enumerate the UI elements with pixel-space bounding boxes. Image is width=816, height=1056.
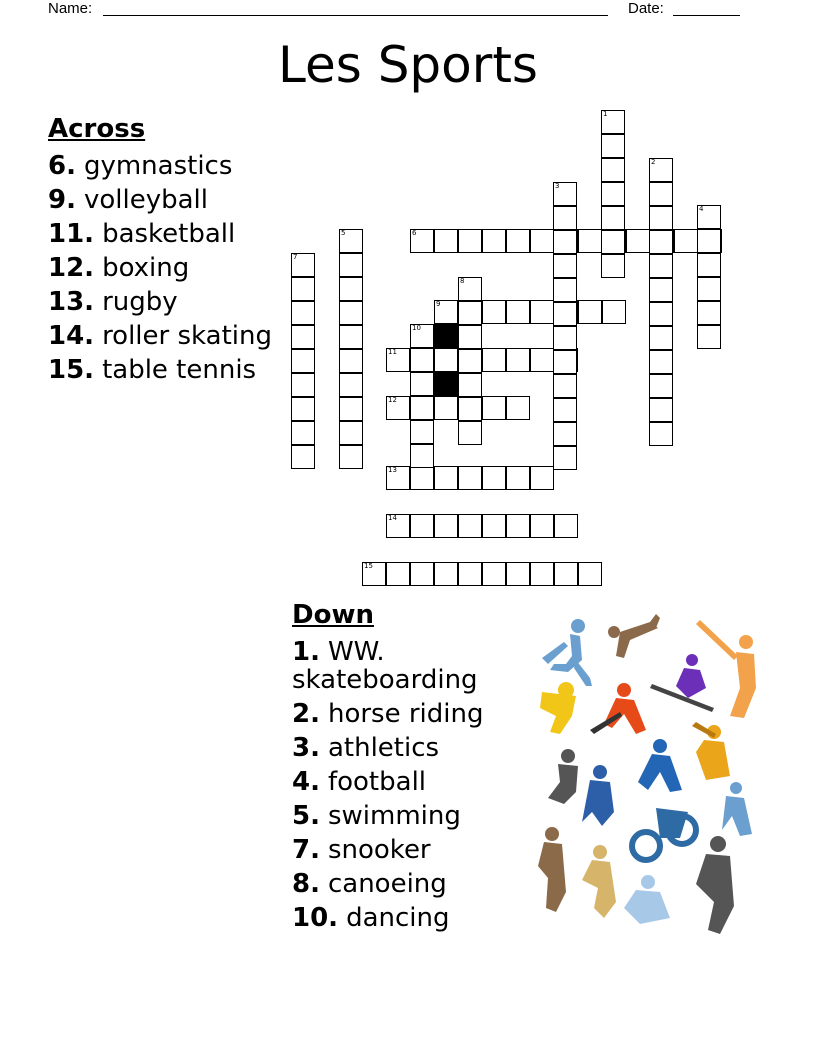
grid-cell[interactable] <box>291 277 315 301</box>
cell-number: 5 <box>341 229 346 237</box>
clue-number: 15. <box>48 355 95 385</box>
grid-cell[interactable] <box>649 398 673 422</box>
cell-number: 3 <box>555 182 560 190</box>
across-heading: Across <box>48 114 146 144</box>
grid-block <box>434 324 458 348</box>
grid-cell[interactable] <box>601 254 625 278</box>
grid-cell[interactable] <box>697 253 721 277</box>
grid-cell[interactable] <box>386 466 410 490</box>
hammer-thrower-silhouette-icon <box>696 620 756 718</box>
clue-text: football <box>327 767 427 797</box>
grid-cell[interactable] <box>578 300 602 324</box>
clue-number: 2. <box>292 699 320 729</box>
grid-cell[interactable] <box>601 230 625 254</box>
grid-cell[interactable] <box>530 229 554 253</box>
clue-number: 12. <box>48 253 95 283</box>
clue-number: 6. <box>48 151 76 181</box>
date-label: Date: <box>628 0 664 17</box>
grid-cell[interactable] <box>530 300 554 324</box>
grid-cell[interactable] <box>339 349 363 373</box>
grid-cell[interactable] <box>458 373 482 397</box>
clue-text: boxing <box>102 253 190 283</box>
grid-cell[interactable] <box>339 277 363 301</box>
grid-cell[interactable] <box>458 229 482 253</box>
name-label: Name: <box>48 0 93 17</box>
grid-cell[interactable] <box>482 348 506 372</box>
grid-cell[interactable] <box>434 300 458 324</box>
grid-cell[interactable] <box>553 398 577 422</box>
grid-cell[interactable] <box>458 562 482 586</box>
grid-cell[interactable] <box>291 349 315 373</box>
grid-cell[interactable] <box>482 514 506 538</box>
grid-cell[interactable] <box>386 562 410 586</box>
grid-cell[interactable] <box>553 230 577 254</box>
clue-text: roller skating <box>102 321 272 351</box>
grid-cell[interactable] <box>649 206 673 230</box>
grid-cell[interactable] <box>339 421 363 445</box>
clue-number: 3. <box>292 733 320 763</box>
rugby-player-silhouette-icon <box>582 765 614 826</box>
grid-cell[interactable] <box>530 348 554 372</box>
grid-cell[interactable] <box>410 420 434 444</box>
grid-cell[interactable] <box>339 253 363 277</box>
grid-cell[interactable] <box>291 397 315 421</box>
grid-cell[interactable] <box>482 466 506 490</box>
grid-cell[interactable] <box>553 206 577 230</box>
grid-cell[interactable] <box>506 348 530 372</box>
grid-cell[interactable] <box>602 300 626 324</box>
grid-cell[interactable] <box>649 278 673 302</box>
cell-number: 15 <box>364 562 373 570</box>
grid-cell[interactable] <box>339 445 363 469</box>
grid-cell[interactable] <box>410 229 434 253</box>
grid-cell[interactable] <box>482 562 506 586</box>
grid-cell[interactable] <box>649 254 673 278</box>
jumper-silhouette-icon <box>608 614 660 658</box>
grid-cell[interactable] <box>553 302 577 326</box>
hockey-player-silhouette-icon <box>590 683 646 734</box>
grid-cell[interactable] <box>482 396 506 420</box>
cell-number: 8 <box>460 277 465 285</box>
grid-cell[interactable] <box>553 446 577 470</box>
grid-cell[interactable] <box>339 373 363 397</box>
grid-cell[interactable] <box>410 396 434 420</box>
sports-silhouettes <box>520 612 770 942</box>
skier-silhouette-icon <box>650 654 714 712</box>
grid-cell[interactable] <box>578 229 602 253</box>
grid-cell[interactable] <box>434 514 458 538</box>
grid-cell[interactable] <box>601 110 625 134</box>
clue-number: 10. <box>292 903 339 933</box>
clue-number: 7. <box>292 835 320 865</box>
runner-tan-silhouette-icon <box>582 845 616 918</box>
clue-number: 14. <box>48 321 95 351</box>
grid-cell[interactable] <box>458 466 482 490</box>
grid-cell[interactable] <box>410 514 434 538</box>
grid-cell[interactable] <box>530 514 554 538</box>
clue-text: volleyball <box>83 185 208 215</box>
grid-cell[interactable] <box>291 373 315 397</box>
cell-number: 13 <box>388 466 397 474</box>
grid-cell[interactable] <box>530 562 554 586</box>
skier-blue-silhouette-icon <box>722 782 752 836</box>
clue-number: 11. <box>48 219 95 249</box>
grid-cell[interactable] <box>410 348 434 372</box>
grid-cell[interactable] <box>291 421 315 445</box>
cell-number: 2 <box>651 158 656 166</box>
cyclist-silhouette-icon <box>632 808 696 860</box>
cell-number: 14 <box>388 514 397 522</box>
grid-cell[interactable] <box>601 134 625 158</box>
runner-silhouette-icon <box>542 619 592 686</box>
grid-cell[interactable] <box>553 254 577 278</box>
grid-cell[interactable] <box>506 466 530 490</box>
clue-text: snooker <box>327 835 431 865</box>
grid-cell[interactable] <box>626 229 650 253</box>
cell-number: 12 <box>388 396 397 404</box>
grid-cell[interactable] <box>578 562 602 586</box>
grid-cell[interactable] <box>649 374 673 398</box>
grid-cell[interactable] <box>410 444 434 468</box>
grid-cell[interactable] <box>458 514 482 538</box>
athlete-dark-silhouette-icon <box>696 836 734 934</box>
sprinter-start-silhouette-icon <box>540 682 576 734</box>
grid-cell[interactable] <box>410 466 434 490</box>
clue-text: gymnastics <box>83 151 233 181</box>
grid-cell[interactable] <box>506 562 530 586</box>
catcher-silhouette-icon <box>624 875 670 924</box>
grid-cell[interactable] <box>506 229 530 253</box>
grid-cell[interactable] <box>458 421 482 445</box>
grid-block <box>434 372 458 396</box>
grid-cell[interactable] <box>386 348 410 372</box>
grid-cell[interactable] <box>649 326 673 350</box>
grid-cell[interactable] <box>601 158 625 182</box>
grid-cell[interactable] <box>506 396 530 420</box>
clue-text: horse riding <box>327 699 484 729</box>
grid-cell[interactable] <box>553 278 577 302</box>
clue-number: 8. <box>292 869 320 899</box>
grid-cell[interactable] <box>458 277 482 301</box>
runner-brown-silhouette-icon <box>538 827 566 912</box>
grid-cell[interactable] <box>649 350 673 374</box>
grid-cell[interactable] <box>410 324 434 348</box>
clue-text: WW. skateboarding <box>292 637 478 695</box>
grid-cell[interactable] <box>482 229 506 253</box>
grid-cell[interactable] <box>434 466 458 490</box>
grid-cell[interactable] <box>339 397 363 421</box>
clue-text: basketball <box>102 219 236 249</box>
grid-cell[interactable] <box>674 229 698 253</box>
grid-cell[interactable] <box>434 229 458 253</box>
grid-cell[interactable] <box>339 301 363 325</box>
clue-number: 4. <box>292 767 320 797</box>
grid-cell[interactable] <box>339 325 363 349</box>
grid-cell[interactable] <box>601 206 625 230</box>
grid-cell[interactable] <box>530 466 554 490</box>
grid-cell[interactable] <box>458 325 482 349</box>
grid-cell[interactable] <box>291 325 315 349</box>
grid-cell[interactable] <box>291 301 315 325</box>
cell-number: 11 <box>388 348 397 356</box>
grid-cell[interactable] <box>697 205 721 229</box>
grid-cell[interactable] <box>386 514 410 538</box>
cell-number: 6 <box>412 229 417 237</box>
grid-cell[interactable] <box>697 301 721 325</box>
grid-cell[interactable] <box>434 348 458 372</box>
clue-number: 1. <box>292 637 320 667</box>
grid-cell[interactable] <box>697 325 721 349</box>
grid-cell[interactable] <box>601 182 625 206</box>
clue-number: 9. <box>48 185 76 215</box>
grid-cell[interactable] <box>697 277 721 301</box>
grid-cell[interactable] <box>553 326 577 350</box>
grid-cell[interactable] <box>458 349 482 373</box>
clue-text: swimming <box>327 801 461 831</box>
grid-cell[interactable] <box>482 300 506 324</box>
cell-number: 7 <box>293 253 298 261</box>
grid-cell[interactable] <box>553 422 577 446</box>
grid-cell[interactable] <box>649 302 673 326</box>
grid-cell[interactable] <box>649 230 673 254</box>
grid-cell[interactable] <box>506 300 530 324</box>
grid-cell[interactable] <box>553 350 577 374</box>
cell-number: 1 <box>603 110 608 118</box>
grid-cell[interactable] <box>458 301 482 325</box>
grid-cell[interactable] <box>553 182 577 206</box>
baseball-player-silhouette-icon <box>548 749 578 804</box>
grid-cell[interactable] <box>649 182 673 206</box>
cell-number: 9 <box>436 300 441 308</box>
footballer-silhouette-icon <box>638 739 682 792</box>
grid-cell[interactable] <box>649 422 673 446</box>
grid-cell[interactable] <box>458 397 482 421</box>
clue-text: table tennis <box>102 355 257 385</box>
grid-cell[interactable] <box>291 253 315 277</box>
clue-text: athletics <box>327 733 440 763</box>
clue-text: dancing <box>346 903 450 933</box>
grid-cell[interactable] <box>410 372 434 396</box>
grid-cell[interactable] <box>554 562 578 586</box>
down-heading: Down <box>292 600 374 630</box>
grid-cell[interactable] <box>339 229 363 253</box>
clue-number: 13. <box>48 287 95 317</box>
grid-cell[interactable] <box>554 514 578 538</box>
grid-cell[interactable] <box>291 445 315 469</box>
cell-number: 10 <box>412 324 421 332</box>
grid-cell[interactable] <box>386 396 410 420</box>
grid-cell[interactable] <box>649 158 673 182</box>
grid-cell[interactable] <box>697 229 721 253</box>
page-title: Les Sports <box>278 36 538 94</box>
grid-cell[interactable] <box>434 396 458 420</box>
grid-cell[interactable] <box>362 562 386 586</box>
grid-cell[interactable] <box>506 514 530 538</box>
cell-number: 4 <box>699 205 704 213</box>
cricketer-silhouette-icon <box>692 722 730 780</box>
clue-text: canoeing <box>327 869 447 899</box>
clue-number: 5. <box>292 801 320 831</box>
clue-text: rugby <box>102 287 178 317</box>
grid-cell[interactable] <box>410 562 434 586</box>
grid-cell[interactable] <box>553 374 577 398</box>
grid-cell[interactable] <box>434 562 458 586</box>
